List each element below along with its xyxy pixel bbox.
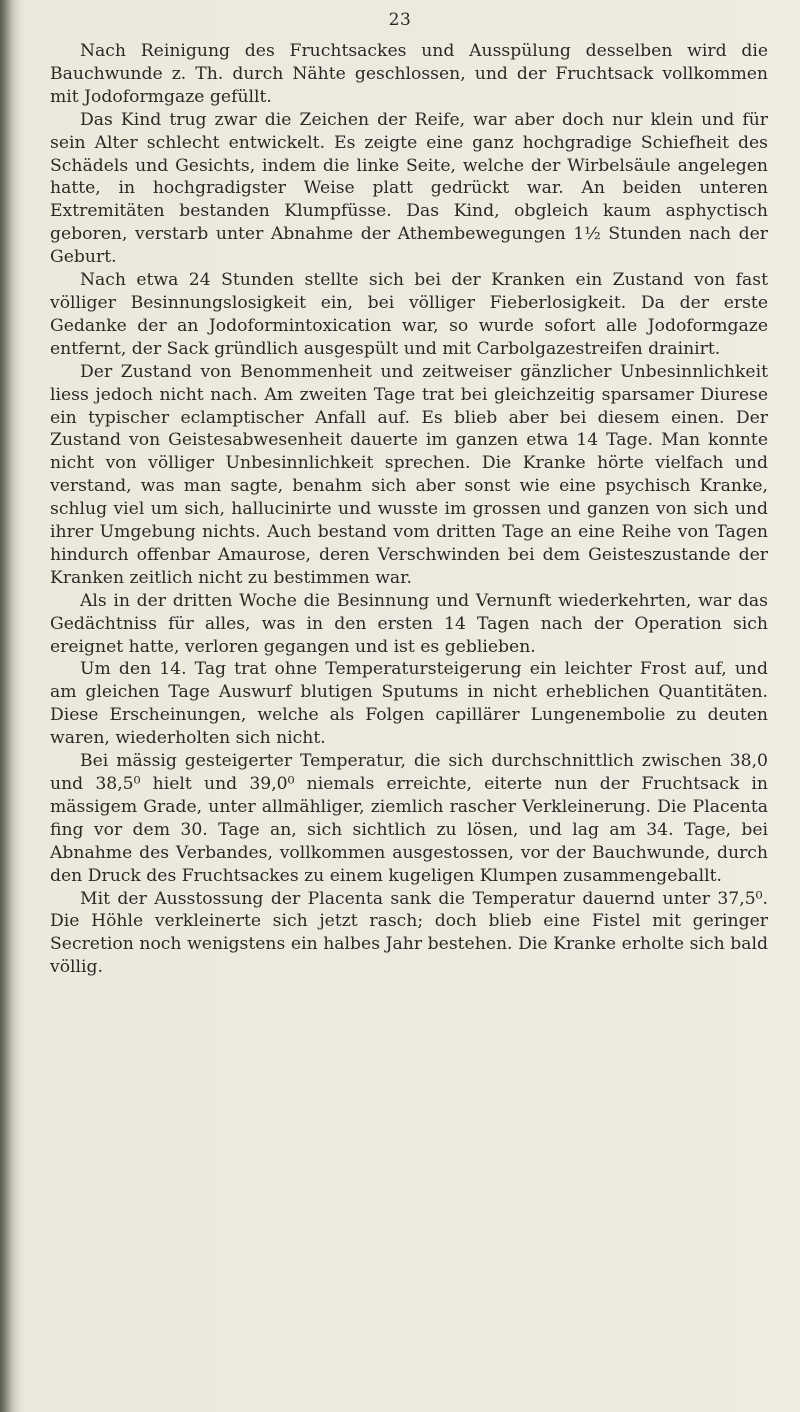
binding-edge [0, 0, 20, 1412]
paragraph: Bei mässig gesteigerter Temperatur, die sich durchschnittlich zwischen 38,0 und 38,5⁰ hielt und 39,0⁰ niemals erreichte, eiterte nun der Fruchtsack in mässigem Grade, unter allmähliger, ziemlich rascher Verkleinerung. Die Placenta fing vor dem 30. Tage an, sich sichtlich zu lösen, und lag am 34. Tage, bei Abnahme des Verbandes, vollkommen ausgestossen, vor der Bauchwunde, durch den Druck des Fruchtsackes zu einem kugeligen Klumpen zusammengeballt. [50, 751, 768, 886]
paragraph: Das Kind trug zwar die Zeichen der Reife, war aber doch nur klein und für sein Alter schlecht entwickelt. Es zeigte eine ganz hochgradige Schiefheit des Schädels und Gesichts, indem die linke Seite, welche der Wirbelsäule angelegen hatte, in hochgradigster Weise platt gedrückt war. An beiden unteren Extremitäten bestanden Klumpfüsse. Das Kind, obgleich kaum asphyctisch geboren, verstarb unter Abnahme der Athembewegungen 1½ Stunden nach der Geburt. [50, 109, 768, 268]
paragraph: Der Zustand von Benommenheit und zeitweiser gänzlicher Unbesinnlichkeit liess jedoch nicht nach. Am zweiten Tage trat bei gleichzeitig sparsamer Diurese ein typischer eclamptischer Anfall auf. Es blieb aber bei diesem einen. Der Zustand von Geistesabwesenheit dauerte im ganzen etwa 14 Tage. Man konnte nicht von völliger Unbesinnlichkeit sprechen. Die Kranke hörte vielfach und verstand, was man sagte, benahm sich aber sonst wie eine psychisch Kranke, schlug viel um sich, hallucinirte und wusste im grossen und ganzen von sich und ihrer Umgebung nichts. Auch bestand vom dritten Tage an eine Reihe von Tagen hindurch offenbar Amaurose, deren Verschwinden bei dem Geisteszustande der Kranken zeitlich nicht zu bestimmen war. [50, 361, 768, 588]
paragraph: Um den 14. Tag trat ohne Temperatursteigerung ein leichter Frost auf, und am gleichen Tage Auswurf blutigen Sputums in nicht erheblichen Quantitäten. Diese Erscheinungen, welche als Folgen capillärer Lungenembolie zu deuten waren, wiederholten sich nicht. [50, 659, 768, 749]
page-number: 23 [388, 10, 412, 30]
paragraph: Mit der Ausstossung der Placenta sank die Temperatur dauernd unter 37,5⁰. Die Höhle verkleinerte sich jetzt rasch; doch blieb eine Fistel mit geringer Secretion noch wenigstens ein halbes Jahr bestehen. Die Kranke erholte sich bald völlig. [50, 888, 768, 978]
paragraph: Als in der dritten Woche die Besinnung und Vernunft wiederkehrten, war das Gedächtniss für alles, was in den ersten 14 Tagen nach der Operation sich ereignet hatte, verloren gegangen und ist es geblieben. [50, 590, 768, 657]
body-text [50, 40, 768, 979]
paragraph: Nach etwa 24 Stunden stellte sich bei der Kranken ein Zustand von fast völliger Besinnungslosigkeit ein, bei völliger Fieberlosigkeit. Da der erste Gedanke der an Jodoformintoxication war, so wurde sofort alle Jodoformgaze entfernt, der Sack gründlich ausgespült und mit Carbolgazestreifen drainirt. [50, 270, 768, 359]
paragraph: Nach Reinigung des Fruchtsackes und Ausspülung desselben wird die Bauchwunde z. Th. durch Nähte geschlossen, und der Fruchtsack vollkommen mit Jodoformgaze gefüllt. [50, 41, 768, 107]
